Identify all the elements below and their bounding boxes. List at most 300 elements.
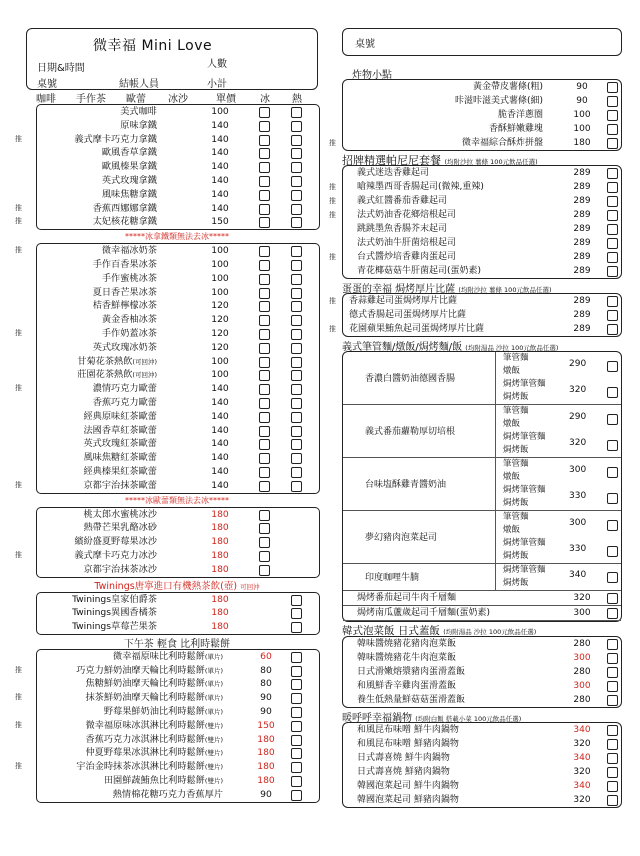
ice-checkbox[interactable] xyxy=(259,510,270,521)
menu-item-row xyxy=(37,521,319,535)
hot-checkbox[interactable] xyxy=(291,260,302,271)
lasagna-row xyxy=(343,606,621,621)
ice-checkbox[interactable] xyxy=(291,762,302,773)
item-price: 90 xyxy=(260,788,272,800)
item-price: 289 xyxy=(573,210,591,220)
menu-item-row xyxy=(37,410,319,424)
order-checkbox[interactable] xyxy=(607,168,618,179)
ice-checkbox[interactable] xyxy=(259,398,270,409)
group-name: 香濃白醬奶油德國香腸 xyxy=(365,374,456,384)
group-price-a: 290 xyxy=(569,358,587,369)
item-price: 180 xyxy=(257,775,275,787)
item-name-text: 手作百香果冰茶 xyxy=(92,258,157,270)
item-price: 320 xyxy=(573,795,591,805)
variant-name: 焗烤筆管麵 xyxy=(503,565,546,575)
order-checkbox[interactable] xyxy=(607,781,618,792)
ice-checkbox[interactable] xyxy=(259,190,270,201)
hot-checkbox[interactable] xyxy=(291,453,302,464)
hot-checkbox[interactable] xyxy=(291,217,302,228)
recommend-tag: 推 xyxy=(329,197,336,205)
item-name xyxy=(102,244,157,258)
item-price: 320 xyxy=(573,767,591,777)
noodle-group xyxy=(343,405,621,458)
order-checkbox[interactable] xyxy=(607,681,618,692)
recommend-tag: 推 xyxy=(15,480,22,489)
item-name-text: 風味焦糖拿鐵 xyxy=(101,188,157,200)
item-name xyxy=(84,563,158,577)
order-checkbox[interactable] xyxy=(607,639,618,650)
lasagna-row xyxy=(343,591,621,606)
group-name: 夢幻豬肉泡菜起司 xyxy=(365,533,438,543)
item-name xyxy=(72,593,157,607)
order-checkbox[interactable] xyxy=(607,695,618,706)
hot-checkbox[interactable] xyxy=(291,274,302,285)
column-coffee: 咖啡 xyxy=(36,94,56,105)
item-price: 300 xyxy=(573,653,591,663)
ice-checkbox[interactable] xyxy=(259,288,270,299)
recommend-tag: 推 xyxy=(329,139,336,147)
ice-checkbox[interactable] xyxy=(291,748,302,759)
ice-checkbox[interactable] xyxy=(259,162,270,173)
ice-checkbox[interactable] xyxy=(291,652,302,663)
item-price: 180 xyxy=(211,621,229,633)
item-name xyxy=(74,133,157,147)
order-checkbox[interactable] xyxy=(607,795,618,806)
menu-item-row xyxy=(37,593,319,607)
hot-checkbox[interactable] xyxy=(291,135,302,146)
item-name: 微幸福綜合酥炸拼盤 xyxy=(461,138,543,148)
table-number-label-right: 桌號 xyxy=(355,39,375,50)
item-name: 跳跳墨魚香腸芥末起司 xyxy=(357,224,448,234)
order-checkbox[interactable] xyxy=(607,124,618,135)
menu-item-row xyxy=(343,308,621,322)
variant-name: 焗烤飯 xyxy=(503,392,529,402)
item-name-text: 桔香鮮檸檬冰茶 xyxy=(92,300,157,312)
order-checkbox[interactable] xyxy=(607,653,618,664)
ice-checkbox[interactable] xyxy=(259,204,270,215)
item-name: 韓味醬燒豬花牛肉泡菜飯 xyxy=(357,653,457,663)
item-name-text: 焦糖鮮奶油摩天輪比利時鬆餅 xyxy=(85,678,205,690)
variant-name: 焗烤筆管麵 xyxy=(503,432,546,442)
ice-checkbox[interactable] xyxy=(259,329,270,340)
item-price: 289 xyxy=(573,266,591,276)
menu-item-row xyxy=(37,396,319,410)
item-name: 日式壽喜燒 鮮豬肉鍋物 xyxy=(357,767,450,777)
order-checkbox[interactable] xyxy=(607,493,618,504)
item-price: 140 xyxy=(211,438,229,450)
ice-checkbox[interactable] xyxy=(259,481,270,492)
order-checkbox[interactable] xyxy=(607,739,618,750)
item-name: 義式迷迭香雞起司 xyxy=(357,168,430,178)
item-name-text: 原味拿鐵 xyxy=(120,119,157,131)
variant-name: 焗烤筆管麵 xyxy=(503,538,546,548)
hot-checkbox[interactable] xyxy=(291,204,302,215)
item-name-text: 太妃核花糖拿鐵 xyxy=(92,216,157,228)
pizza-section xyxy=(329,293,622,337)
ice-checkbox[interactable] xyxy=(259,467,270,478)
order-checkbox[interactable] xyxy=(607,310,618,321)
item-name xyxy=(76,664,223,679)
recommend-tag: 推 xyxy=(329,297,336,305)
item-price: 140 xyxy=(211,188,229,200)
item-price: 100 xyxy=(573,124,591,134)
item-note: (可回沖) xyxy=(132,371,157,380)
hot-checkbox[interactable] xyxy=(291,467,302,478)
ice-checkbox[interactable] xyxy=(291,776,302,787)
item-price: 320 xyxy=(573,739,591,749)
item-name xyxy=(85,733,223,748)
group-price-a: 340 xyxy=(569,570,587,580)
order-checkbox[interactable] xyxy=(607,138,618,149)
order-checkbox[interactable] xyxy=(607,238,618,249)
group-price-b: 330 xyxy=(569,490,587,501)
divider xyxy=(495,458,496,510)
item-price: 289 xyxy=(573,196,591,206)
item-note: (雙片) xyxy=(204,735,223,744)
menu-item-row xyxy=(37,465,319,479)
item-name: 法式奶油香花鄉焙根起司 xyxy=(357,210,457,220)
item-price: 289 xyxy=(573,224,591,234)
item-name xyxy=(85,677,223,692)
item-name-text: 京都宇治抹茶歐蕾 xyxy=(83,479,157,491)
item-name-text: 手作蜜桃冰茶 xyxy=(101,272,157,284)
ice-checkbox[interactable] xyxy=(259,551,270,562)
hot-checkbox[interactable] xyxy=(291,343,302,354)
item-price: 180 xyxy=(257,761,275,773)
menu-item-row xyxy=(37,746,319,760)
hot-checkbox[interactable] xyxy=(291,107,302,118)
item-price: 180 xyxy=(211,549,229,561)
item-name-text: 香蕉西娜娜拿鐵 xyxy=(92,202,157,214)
item-name: 脆香洋蔥圈 xyxy=(497,110,543,120)
ice-checkbox[interactable] xyxy=(291,679,302,690)
noodle-group xyxy=(343,511,621,564)
ice-checkbox[interactable] xyxy=(259,426,270,437)
order-checkbox[interactable] xyxy=(607,767,618,778)
order-checkbox[interactable] xyxy=(607,210,618,221)
menu-item-row xyxy=(343,264,621,278)
hot-checkbox[interactable] xyxy=(291,288,302,299)
ice-checkbox[interactable] xyxy=(259,315,270,326)
menu-item-row xyxy=(15,691,319,705)
item-name-text: 抹茶鮮奶油摩天輪比利時鬆餅 xyxy=(85,692,205,704)
item-name-text: 宇治金時抹茶冰淇淋比利時鬆餅 xyxy=(76,761,205,773)
hot-checkbox[interactable] xyxy=(291,398,302,409)
recommend-tag: 推 xyxy=(329,253,336,261)
item-price: 80 xyxy=(260,678,272,690)
snack-title: 炸物小點 xyxy=(352,70,392,81)
column-price: 單價 xyxy=(216,94,236,105)
hot-checkbox[interactable] xyxy=(291,315,302,326)
item-price: 140 xyxy=(211,161,229,173)
order-checkbox[interactable] xyxy=(607,324,618,335)
order-checkbox[interactable] xyxy=(607,546,618,557)
menu-item-row xyxy=(15,244,319,258)
item-name-text: 繽紛盛夏野莓果冰沙 xyxy=(74,536,157,548)
variant-name: 燉飯 xyxy=(503,472,521,482)
recommend-tag: 推 xyxy=(15,217,22,226)
hot-checkbox[interactable] xyxy=(291,357,302,368)
order-checkbox[interactable] xyxy=(607,572,618,583)
item-note: (雙片) xyxy=(204,763,223,772)
item-name-text: 熱帶芒果乳酪冰砂 xyxy=(83,522,157,534)
hot-checkbox[interactable] xyxy=(291,622,302,633)
ice-checkbox[interactable] xyxy=(259,217,270,228)
order-checkbox[interactable] xyxy=(607,361,618,372)
hot-checkbox[interactable] xyxy=(291,412,302,423)
item-price: 280 xyxy=(573,695,591,705)
menu-item-row xyxy=(37,105,319,119)
ice-checkbox[interactable] xyxy=(259,246,270,257)
ice-checkbox[interactable] xyxy=(291,693,302,704)
item-price: 320 xyxy=(573,593,591,603)
item-name xyxy=(76,760,223,775)
hot-checkbox[interactable] xyxy=(291,176,302,187)
item-name xyxy=(85,746,223,761)
item-name-text: 桃太郎水蜜桃冰沙 xyxy=(83,508,157,520)
order-checkbox[interactable] xyxy=(607,82,618,93)
item-price: 150 xyxy=(211,216,229,228)
item-price: 340 xyxy=(573,725,591,735)
ice-checkbox[interactable] xyxy=(259,357,270,368)
group-price-b: 330 xyxy=(569,543,587,554)
ice-checkbox[interactable] xyxy=(259,370,270,381)
menu-item-row xyxy=(343,765,621,779)
order-checkbox[interactable] xyxy=(607,414,618,425)
hot-checkbox[interactable] xyxy=(291,595,302,606)
item-name xyxy=(93,341,157,355)
item-name xyxy=(85,719,223,734)
item-name xyxy=(72,606,157,620)
item-name: 韓味醬燒豬花豬肉泡菜飯 xyxy=(357,639,457,649)
order-checkbox[interactable] xyxy=(607,467,618,478)
twinings-header xyxy=(36,578,318,592)
ice-checkbox[interactable] xyxy=(259,453,270,464)
item-price: 120 xyxy=(211,341,229,353)
hot-checkbox[interactable] xyxy=(291,121,302,132)
ice-checkbox[interactable] xyxy=(291,790,302,801)
right-column xyxy=(329,28,620,808)
recommend-tag: 推 xyxy=(15,550,22,559)
item-note: (雙片) xyxy=(204,721,223,730)
menu-item-row xyxy=(37,508,319,522)
menu-item-row xyxy=(15,549,319,563)
menu-item-row xyxy=(37,705,319,719)
menu-item-row xyxy=(15,719,319,733)
subtotal-label: 小計 xyxy=(207,79,227,90)
ice-checkbox[interactable] xyxy=(259,565,270,576)
order-checkbox[interactable] xyxy=(607,753,618,764)
person-count-label: 人數 xyxy=(207,59,227,70)
item-name xyxy=(84,465,158,479)
ice-checkbox[interactable] xyxy=(259,260,270,271)
ice-checkbox[interactable] xyxy=(259,301,270,312)
order-checkbox[interactable] xyxy=(607,224,618,235)
hot-checkbox[interactable] xyxy=(291,481,302,492)
item-name xyxy=(113,788,223,802)
ice-checkbox[interactable] xyxy=(291,666,302,677)
order-checkbox[interactable] xyxy=(607,182,618,193)
menu-item-row xyxy=(37,286,319,300)
menu-item-row xyxy=(37,437,319,451)
ice-checkbox[interactable] xyxy=(259,537,270,548)
hot-checkbox[interactable] xyxy=(291,370,302,381)
item-name-text: 經典榛果紅茶歐蕾 xyxy=(83,465,157,477)
variant-name: 焗烤筆管麵 xyxy=(503,379,546,389)
item-name xyxy=(93,286,157,300)
item-price: 140 xyxy=(211,119,229,131)
ice-checkbox[interactable] xyxy=(291,707,302,718)
item-price: 180 xyxy=(257,733,275,745)
item-note: (單片) xyxy=(204,708,223,717)
ice-checkbox[interactable] xyxy=(259,439,270,450)
item-price: 180 xyxy=(211,563,229,575)
waffle-title: 下午茶 輕食 比利時鬆餅 xyxy=(123,638,231,650)
order-checkbox[interactable] xyxy=(607,593,618,604)
group-price-a: 300 xyxy=(569,517,587,528)
twinings-title: Twinings唐寧進口有機熱茶飲(壺) xyxy=(94,580,238,592)
ice-checkbox[interactable] xyxy=(259,274,270,285)
menu-item-row xyxy=(15,479,319,493)
order-checkbox[interactable] xyxy=(607,196,618,207)
recommend-tag: 推 xyxy=(15,720,22,729)
ice-checkbox[interactable] xyxy=(259,135,270,146)
ice-checkbox[interactable] xyxy=(291,721,302,732)
menu-item-row xyxy=(343,693,621,707)
hot-checkbox[interactable] xyxy=(291,301,302,312)
item-note: (單片) xyxy=(204,666,223,675)
item-price: 150 xyxy=(257,719,275,731)
item-price: 90 xyxy=(260,706,272,718)
menu-item-row xyxy=(37,258,319,272)
variant-name: 筆管麵 xyxy=(503,459,529,469)
hot-checkbox[interactable] xyxy=(291,384,302,395)
korean-note: (均附湯品 沙拉 100元飲品任選) xyxy=(443,628,537,636)
menu-item-row xyxy=(37,650,319,664)
ice-checkbox[interactable] xyxy=(259,412,270,423)
ice-checkbox[interactable] xyxy=(291,735,302,746)
item-name xyxy=(93,215,157,229)
order-checkbox[interactable] xyxy=(607,608,618,619)
menu-item-row xyxy=(37,174,319,188)
item-name-text: 莊園花茶熱飲 xyxy=(77,369,133,381)
group-price-b: 320 xyxy=(569,437,587,448)
item-name-text: 夏日香芒果冰茶 xyxy=(92,286,157,298)
ice-checkbox[interactable] xyxy=(259,148,270,159)
pizza-header xyxy=(342,280,620,293)
hot-checkbox[interactable] xyxy=(291,190,302,201)
item-name xyxy=(102,272,157,286)
item-price: 100 xyxy=(211,286,229,298)
snack-section xyxy=(329,79,622,151)
ice-checkbox[interactable] xyxy=(259,121,270,132)
order-checkbox[interactable] xyxy=(607,252,618,263)
order-checkbox[interactable] xyxy=(607,667,618,678)
item-note: (單片) xyxy=(204,680,223,689)
item-name-text: 歐風香草拿鐵 xyxy=(101,147,157,159)
order-checkbox[interactable] xyxy=(607,725,618,736)
recommend-tag: 推 xyxy=(329,325,336,333)
menu-item-row xyxy=(37,313,319,327)
hot-checkbox[interactable] xyxy=(291,148,302,159)
item-name: 養生低熱量鮮菇菇蛋滑蓋飯 xyxy=(357,695,466,705)
hot-checkbox[interactable] xyxy=(291,329,302,340)
hot-checkbox[interactable] xyxy=(291,439,302,450)
ice-checkbox[interactable] xyxy=(259,523,270,534)
menu-item-row xyxy=(343,94,621,108)
menu-item-row xyxy=(343,122,621,136)
item-name: 法式奶油牛肝菌焙根起司 xyxy=(357,238,457,248)
ice-checkbox[interactable] xyxy=(259,343,270,354)
menu-item-row xyxy=(15,215,319,229)
item-price: 100 xyxy=(211,272,229,284)
panini-title: 招牌精選帕尼尼套餐 xyxy=(342,154,441,167)
item-name xyxy=(102,146,157,160)
ice-checkbox[interactable] xyxy=(259,176,270,187)
group-price-b: 320 xyxy=(569,384,587,395)
item-name xyxy=(84,424,158,438)
recommend-tag: 推 xyxy=(15,203,22,212)
group-name: 印度咖哩牛腩 xyxy=(365,573,420,583)
item-price: 100 xyxy=(211,258,229,270)
hot-checkbox[interactable] xyxy=(291,426,302,437)
order-checkbox[interactable] xyxy=(607,296,618,307)
ice-checkbox[interactable] xyxy=(259,384,270,395)
ice-checkbox[interactable] xyxy=(259,107,270,118)
recommend-tag: 推 xyxy=(15,328,22,337)
menu-item-row xyxy=(343,751,621,765)
hot-checkbox[interactable] xyxy=(291,162,302,173)
column-headers xyxy=(26,90,318,104)
order-checkbox[interactable] xyxy=(607,110,618,121)
item-price: 289 xyxy=(573,324,591,334)
hotpot-title: 暖呼呼幸福鍋物 xyxy=(342,713,412,724)
order-checkbox[interactable] xyxy=(607,520,618,531)
item-name-text: 濃情巧克力歐蕾 xyxy=(92,383,157,395)
order-checkbox[interactable] xyxy=(607,440,618,451)
item-name xyxy=(102,313,157,327)
item-price: 140 xyxy=(211,396,229,408)
order-checkbox[interactable] xyxy=(607,96,618,107)
order-checkbox[interactable] xyxy=(607,387,618,398)
menu-item-row xyxy=(37,774,319,788)
table-number-box[interactable] xyxy=(342,28,622,56)
tea-section xyxy=(15,243,320,493)
item-name-text: Twinings草莓芒果茶 xyxy=(72,621,157,633)
noodle-group xyxy=(343,564,621,591)
korean-section xyxy=(342,636,622,708)
item-price: 180 xyxy=(211,508,229,520)
item-name xyxy=(74,535,157,549)
recommend-tag: 推 xyxy=(15,693,22,702)
item-name xyxy=(84,437,158,451)
item-name-text: 英式玫瑰冰奶茶 xyxy=(92,341,157,353)
menu-item-row xyxy=(37,733,319,747)
item-name xyxy=(85,691,223,706)
noodle-note: (均附湯品 沙拉 100元飲品任選) xyxy=(465,344,559,352)
menu-item-row xyxy=(343,166,621,180)
hot-checkbox[interactable] xyxy=(291,246,302,257)
item-price: 100 xyxy=(211,245,229,257)
item-name: 韓國泡菜起司 鮮牛肉鍋物 xyxy=(357,781,459,791)
hotpot-note: (均附白飯 搭載小菜 100元飲品任選) xyxy=(415,715,522,723)
item-name: 焗烤番茄起司牛肉千層麵 xyxy=(357,593,457,603)
item-price: 140 xyxy=(211,479,229,491)
item-price: 289 xyxy=(573,168,591,178)
hot-checkbox[interactable] xyxy=(291,608,302,619)
item-price: 289 xyxy=(573,252,591,262)
order-checkbox[interactable] xyxy=(607,266,618,277)
